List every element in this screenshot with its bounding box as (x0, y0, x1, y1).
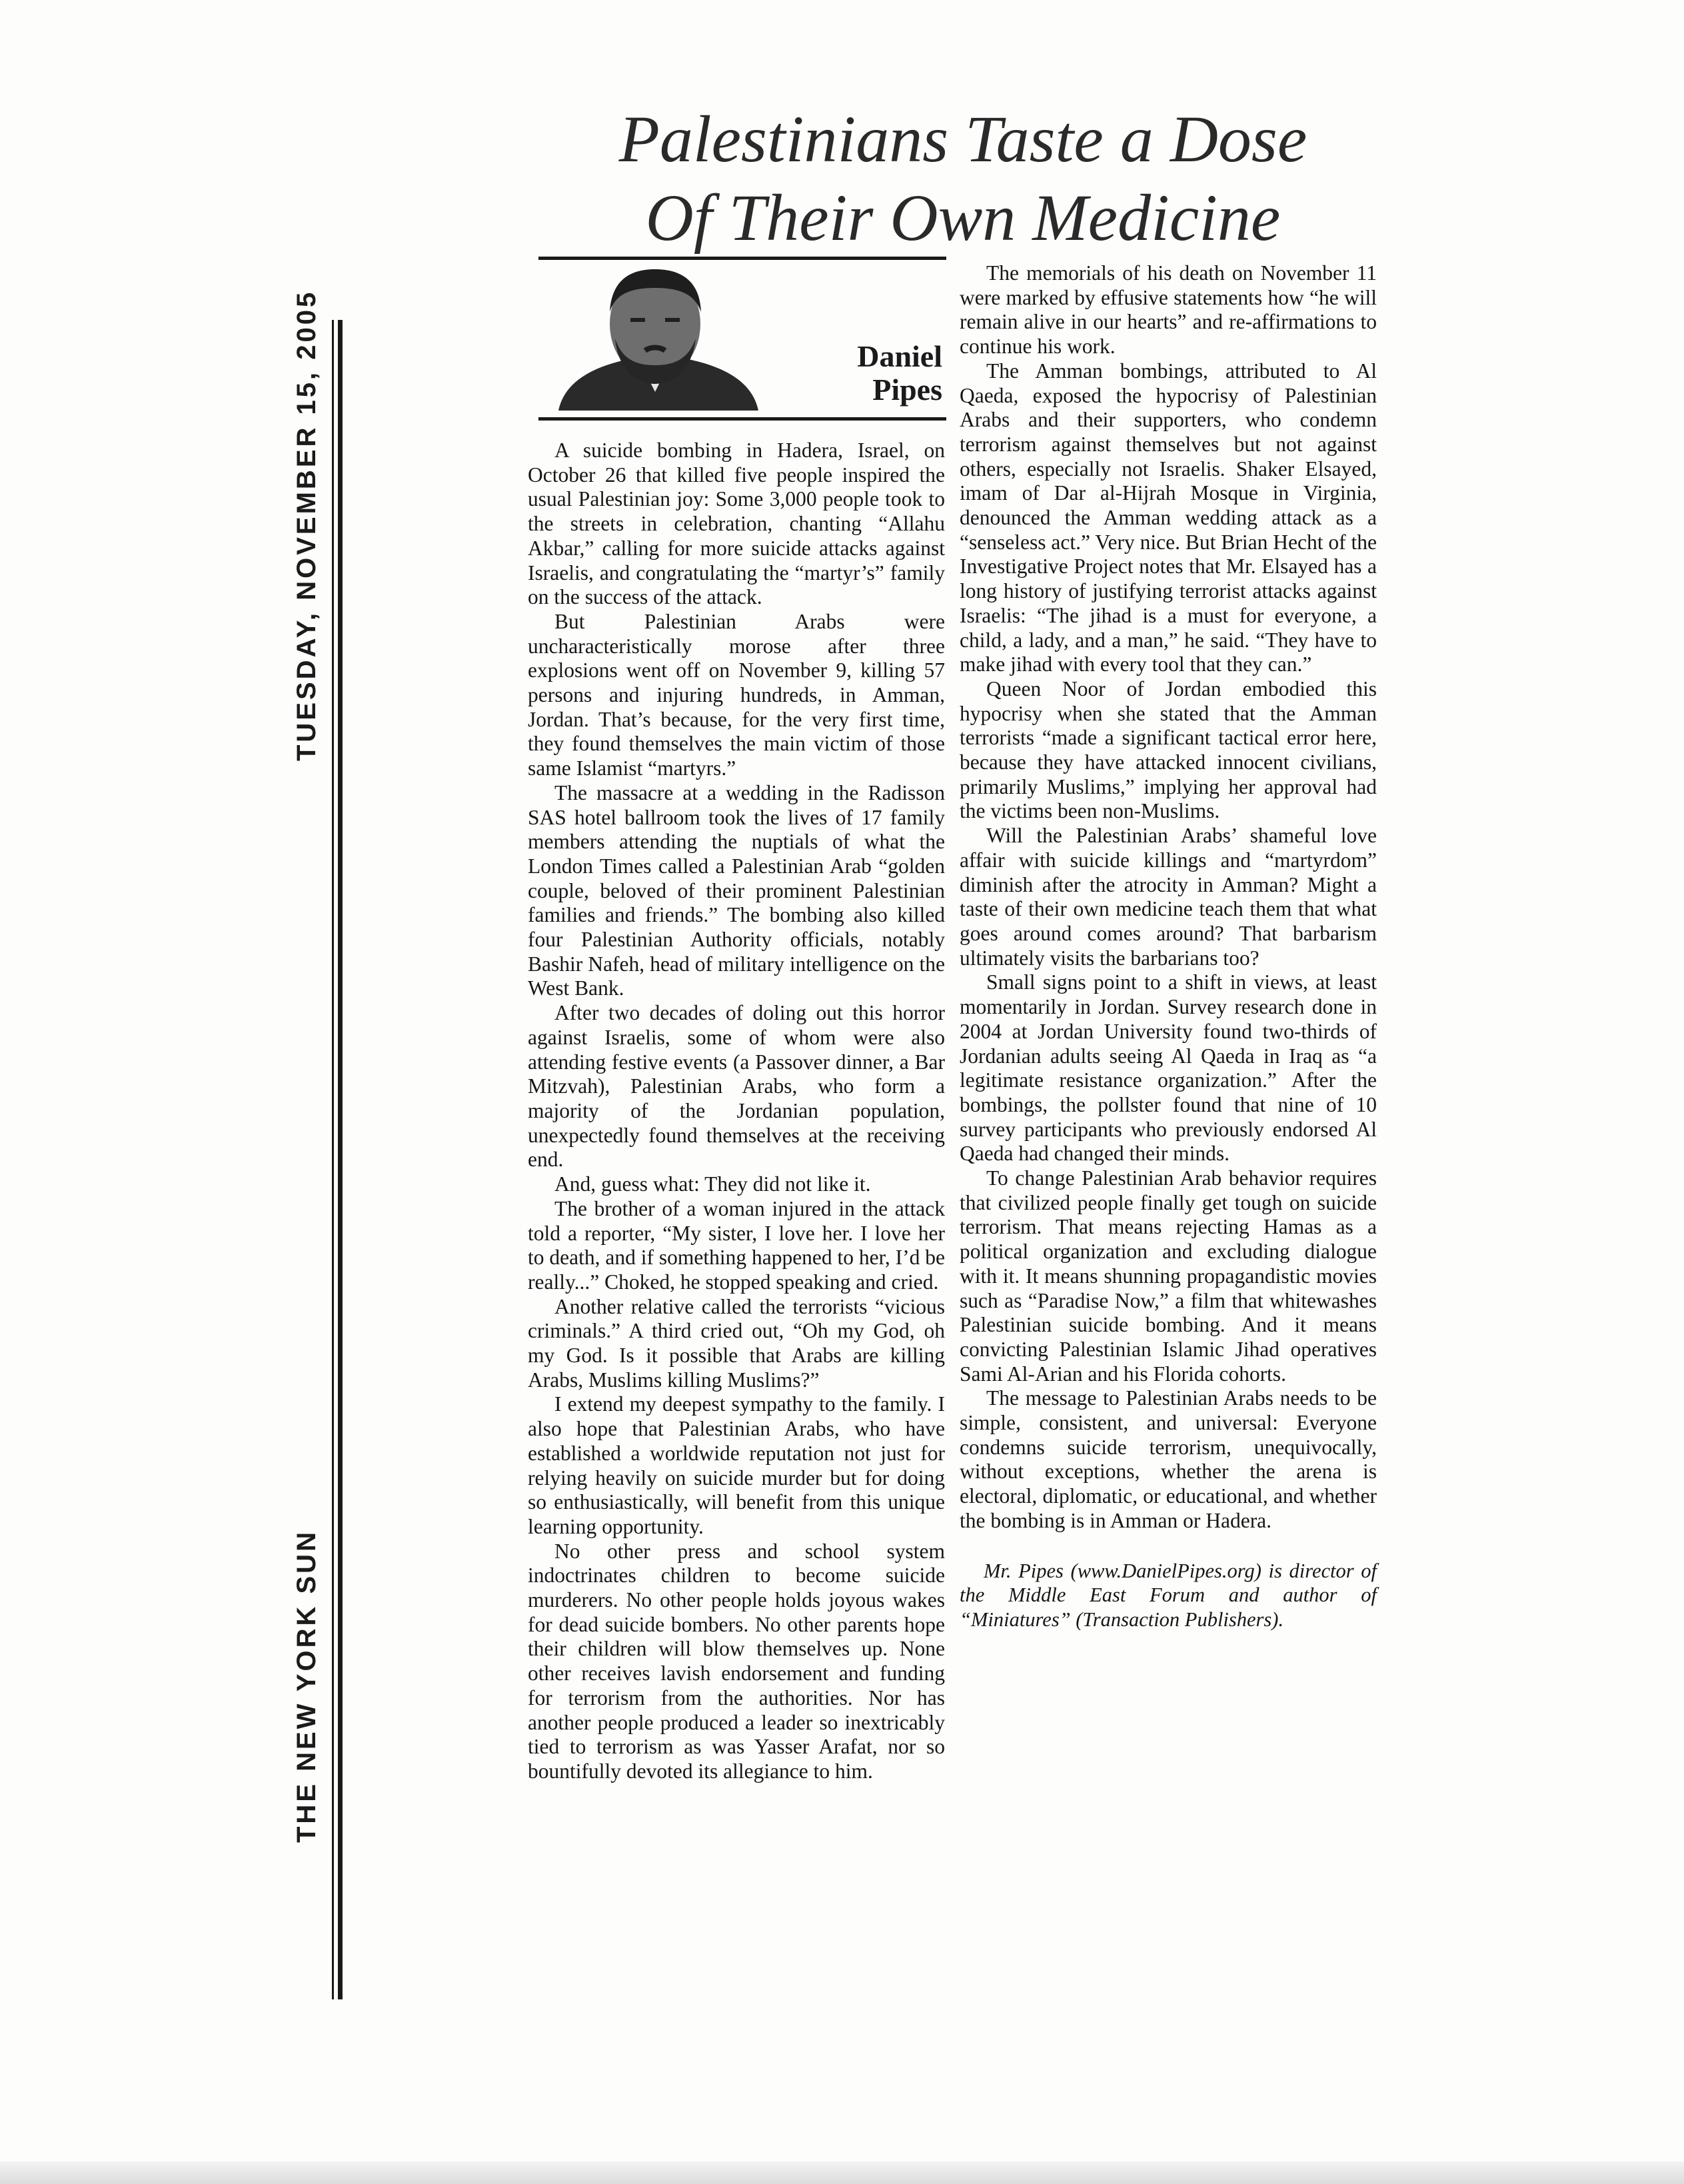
masthead-rule-right (338, 320, 343, 1999)
paragraph: Another relative called the terrorists “vicious criminals.” A third cried out, “Oh my God, oh my God. Is it possible that Arabs are killing Arabs, Muslims killing Muslims?” (528, 1294, 945, 1392)
paragraph: I extend my deepest sympathy to the family. I also hope that Palestinian Arabs, who have established a worldwide reputation not just for relying heavily on suicide murder but for doing so enthusiastically, will benefit from this unique learning opportunity. (528, 1392, 945, 1538)
headline (520, 100, 1406, 257)
author-last-name: Pipes (872, 373, 942, 407)
paragraph: Will the Palestinian Arabs’ shameful love affair with suicide killings and “martyrdom” diminish after the atrocity in Amman? Might a taste of their own medicine teach them that what goes around comes around? That barbarism ultimately visits the barbarians too? (960, 824, 1377, 970)
author-first-name: Daniel (857, 339, 942, 373)
headline-line-2: Of Their Own Medicine (645, 181, 1281, 255)
paragraph: The message to Palestinian Arabs needs to be simple, consistent, and universal: Everyone condemns suicide terrorism, unequivocally, without exceptions, whether the arena is electoral, diplomatic, or educational, and whether the bombing is in Amman or Hadera. (960, 1386, 1377, 1532)
paragraph: The memorials of his death on November 11 were marked by effusive statements how “he will remain alive in our hearts” and re-affirmations to continue his work. (960, 261, 1377, 359)
paragraph: Queen Noor of Jordan embodied this hypocrisy when she stated that the Amman terrorists “made a significant tactical error here, because they have attacked innocent civilians, primarily Muslims,” implying her approval had the victims been non-Muslims. (960, 676, 1377, 823)
paragraph: But Palestinian Arabs were uncharacteristically morose after three explosions went off on November 9, killing 57 persons and injuring hundreds, in Amman, Jordan. That’s because, for the very first time, they found themselves the main victim of those same Islamist “martyrs.” (528, 609, 945, 780)
paragraph: To change Palestinian Arab behavior requires that civilized people finally get tough on suicide terrorism. That means rejecting Hamas as a political organization and excluding dialogue with it. It means shunning propagandistic movies such as “Paradise Now,” a film that whitewashes Palestinian suicide bombing. And it means convicting Palestinian Islamic Jihad operatives Sami Al-Arian and his Florida cohorts. (960, 1166, 1377, 1386)
paragraph: After two decades of doling out this horror against Israelis, some of whom were also attending festive events (a Passover dinner, a Bar Mitzvah), Palestinian Arabs, who form a majority of the Jordanian population, unexpectedly found themselves at the receiving end. (528, 1001, 945, 1172)
masthead-rule-left (332, 320, 334, 1999)
byline-box (538, 257, 946, 421)
masthead-publication: THE NEW YORK SUN (292, 1530, 321, 1843)
scan-bottom-edge (0, 2161, 1684, 2184)
paragraph: Small signs point to a shift in views, at least momentarily in Jordan. Survey research done in 2004 at Jordan University found two-thirds of Jordanian adults seeing Al Qaeda in Iraq as “a legitimate resistance organization.” After the bombings, the pollster found that nine of 10 survey participants who previously endorsed Al Qaeda had changed their minds. (960, 970, 1377, 1166)
article-column-2 (960, 261, 1377, 1632)
paragraph: The massacre at a wedding in the Radisson SAS hotel ballroom took the lives of 17 family members attending the nuptials of what the London Times called a Palestinian Arab “golden couple, beloved of their prominent Palestinian families and friends.” The bombing also killed four Palestinian Authority officials, notably Bashir Nafeh, head of military intelligence on the West Bank. (528, 780, 945, 1000)
author-name (857, 340, 942, 407)
author-footnote: Mr. Pipes (www.DanielPipes.org) is director of the Middle East Forum and author of “Miniatures” (Transaction Publishers). (960, 1559, 1377, 1631)
article-column-1 (528, 439, 945, 1784)
masthead-date: TUESDAY, NOVEMBER 15, 2005 (292, 289, 321, 761)
paragraph: And, guess what: They did not like it. (554, 1172, 871, 1196)
paragraph: A suicide bombing in Hadera, Israel, on October 26 that killed five people inspired the usual Palestinian joy: Some 3,000 people took to the streets in celebration, chanting “Allahu Akbar,” calling for more suicide attacks against Israelis, and congratulating the “martyr’s” family on the success of the attack. (528, 439, 945, 609)
paragraph: The brother of a woman injured in the attack told a reporter, “My sister, I love her. I love her to death, and if something happened to her, I’d be really...” Choked, he stopped speaking and cried. (528, 1196, 945, 1294)
author-photo (545, 265, 765, 411)
headline-line-1: Palestinians Taste a Dose (618, 102, 1307, 176)
paragraph: No other press and school system indoctrinates children to become suicide murderers. No other people holds joyous wakes for dead suicide bombers. No other parents hope their children will blow themselves up. None other receives lavish endorsement and funding for terrorism from the authorities. Nor has another people produced a leader so inextricably tied to terrorism as was Yasser Arafat, nor so bountifully devoted its allegiance to him. (528, 1539, 945, 1783)
paragraph: The Amman bombings, attributed to Al Qaeda, exposed the hypocrisy of Palestinian Arabs and their supporters, who condemn terrorism against themselves but not against others, especially not Israelis. Shaker Elsayed, imam of Dar al-Hijrah Mosque in Virginia, denounced the Amman wedding attack as a “senseless act.” Very nice. But Brian Hecht of the Investigative Project notes that Mr. Elsayed has a long history of justifying terrorist attacks against Israelis: “The jihad is a must for everyone, a child, a lady, and a man,” he said. “They have to make jihad with every tool that they can.” (960, 359, 1377, 676)
